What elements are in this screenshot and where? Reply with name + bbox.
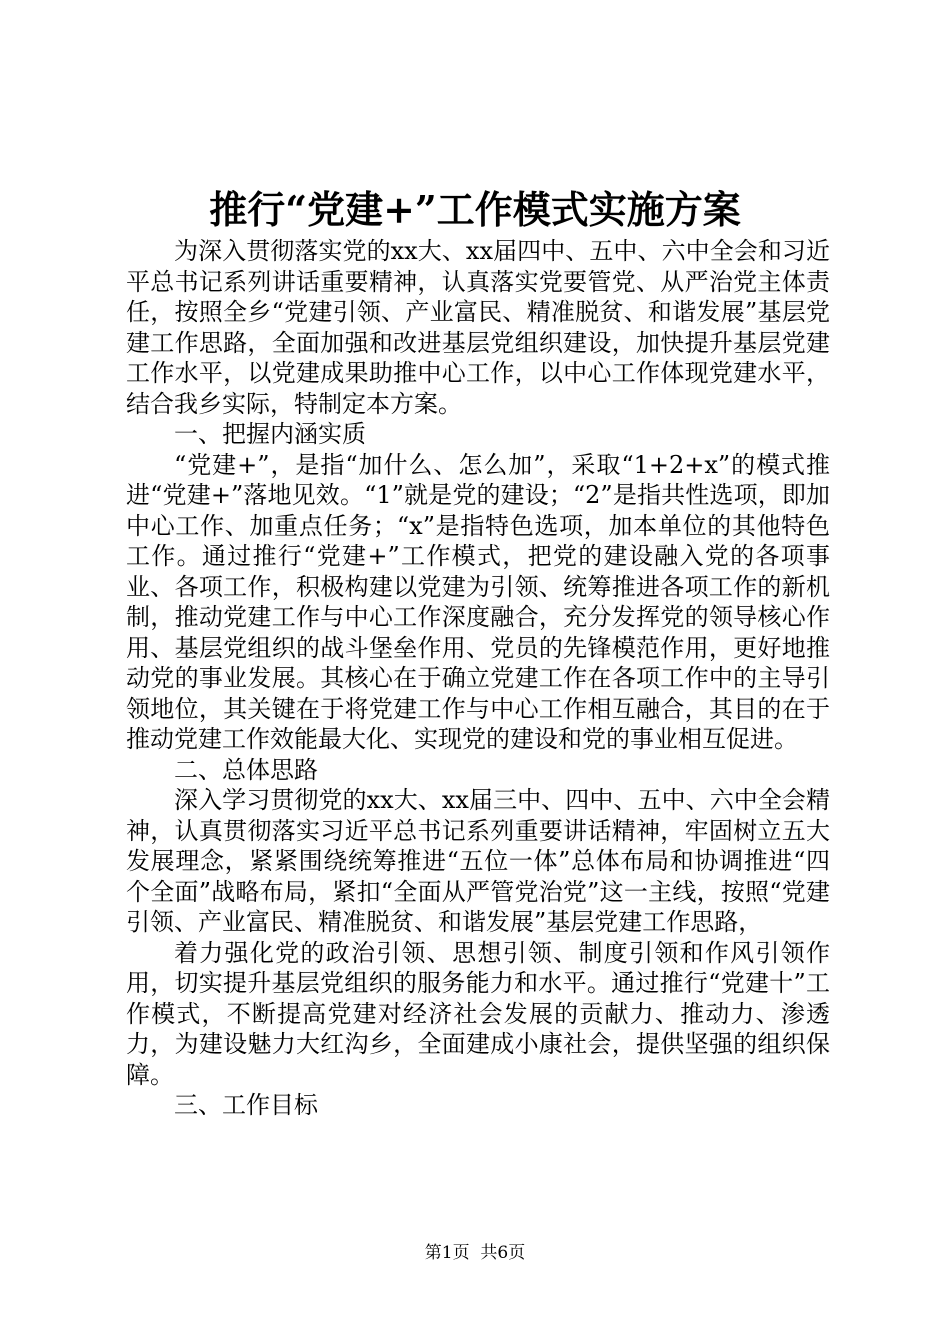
document-body: [126, 236, 830, 1121]
page-number: 第1页: [424, 1243, 470, 1263]
intro-paragraph: 为深入贯彻落实党的xx大、xx届四中、五中、六中全会和习近平总书记系列讲话重要精神，认真落实党要管党、从严治党主体责任，按照全乡“党建引领、产业富民、精准脱贫、和谐发展”基层党建工作思路，全面加强和改进基层党组织建设，加快提升基层党建工作水平，以党建成果助推中心工作，以中心工作体现党建水平，结合我乡实际，特制定本方案。: [126, 237, 830, 418]
section-2-paragraph-1: 深入学习贯彻党的xx大、xx届三中、四中、五中、六中全会精神，认真贯彻落实习近平总书记系列重要讲话精神，牢固树立五大发展理念，紧紧围绕统筹推进“五位一体”总体布局和协调推进“四个全面”战略布局，紧扣“全面从严管党治党”这一主线，按照“党建引领、产业富民、精准脱贫、和谐发展”基层党建工作思路，: [126, 786, 830, 936]
document-title: 推行“党建+”工作模式实施方案: [209, 187, 741, 232]
page-footer: [0, 1242, 950, 1264]
section-2-heading: 二、总体思路: [174, 755, 318, 784]
section-1-paragraph: “党建+”，是指“加什么、怎么加”，采取“1+2+x”的模式推进“党建+”落地见效。“1”就是党的建设；“2”是指共性选项，即加中心工作、加重点任务；“x”是指特色选项，加本单位的其他特色工作。通过推行“党建+”工作模式，把党的建设融入党的各项事业、各项工作，积极构建以党建为引领、统筹推进各项工作的新机制，推动党建工作与中心工作深度融合，充分发挥党的领导核心作用、基层党组织的战斗堡垒作用、党员的先锋模范作用，更好地推动党的事业发展。其核心在于确立党建工作在各项工作中的主导引领地位，其关键在于将党建工作与中心工作相互融合，其目的在于推动党建工作效能最大化、实现党的建设和党的事业相互促进。: [126, 450, 830, 753]
footer-separator: [470, 1243, 481, 1263]
section-3-heading: 三、工作目标: [174, 1091, 318, 1119]
page-total: 共6页: [480, 1243, 526, 1263]
section-2-paragraph-2: 着力强化党的政治引领、思想引领、制度引领和作风引领作用，切实提升基层党组织的服务能力和水平。通过推行“党建十”工作模式，不断提高党建对经济社会发展的贡献力、推动力、渗透力，为建设魅力大红沟乡，全面建成小康社会，提供坚强的组织保障。: [126, 938, 830, 1089]
section-1-heading: 一、把握内涵实质: [174, 420, 366, 448]
